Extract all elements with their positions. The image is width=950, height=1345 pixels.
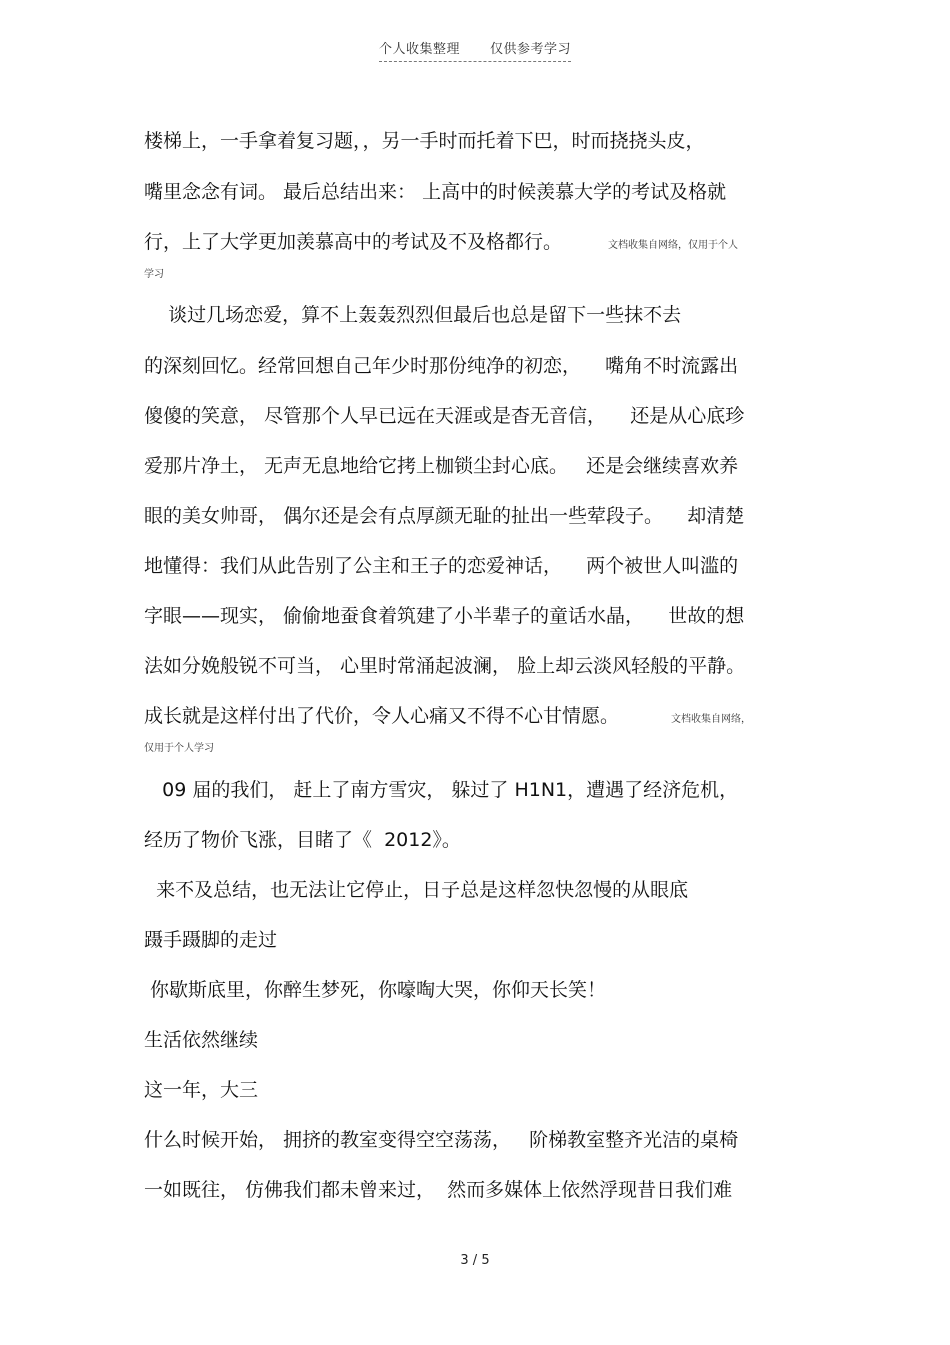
text-line-11: 法如分娩般锐不可当， 心里时常涌起波澜， 脸上却云淡风轻般的平静。 xyxy=(144,655,746,677)
text-line-7: 爱那片净土， 无声无息地给它拷上枷锁尘封心底。 还是会继续喜欢养 xyxy=(144,455,739,477)
text-line-19: 这一年，大三 xyxy=(144,1079,259,1101)
text-line-13: 09 届的我们， 赶上了南方雪灾， 躲过了 H1N1，遭遇了经济危机， xyxy=(144,779,739,801)
text-line-3 xyxy=(144,233,738,252)
source-note-2: 文档收集自网络， xyxy=(671,714,752,725)
text-line-18: 生活依然继续 xyxy=(144,1029,259,1051)
text-line-5: 的深刻回忆。经常回想自己年少时那份纯净的初恋， 嘴角不时流露出 xyxy=(144,355,739,377)
source-note-1-cont: 学习 xyxy=(144,269,164,280)
text-line-1: 楼梯上，一手拿着复习题，，另一手时而托着下巴，时而挠挠头皮， xyxy=(144,130,705,152)
text-line-10: 字眼——现实， 偷偷地蚕食着筑建了小半辈子的童话水晶， 世故的想 xyxy=(144,605,745,627)
text-line-21: 一如既往， 仿佛我们都未曾来过， 然而多媒体上依然浮现昔日我们难 xyxy=(144,1179,733,1201)
header-right-text: 仅供参考学习 xyxy=(490,42,572,57)
text-line-6: 傻傻的笑意， 尽管那个人早已远在天涯或是杳无音信， 还是从心底珍 xyxy=(144,405,745,427)
text-line-15: 来不及总结，也无法让它停止，日子总是这样忽快忽慢的从眼底 xyxy=(144,879,689,901)
text-line-4: 谈过几场恋爱，算不上轰轰烈烈但最后也总是留下一些抹不去 xyxy=(144,304,682,326)
header-left-text: 个人收集整理 xyxy=(378,42,460,57)
text-line-16: 蹑手蹑脚的走过 xyxy=(144,929,278,951)
text-line-17: 你歇斯底里，你醉生梦死，你嚎啕大哭，你仰天长笑！ xyxy=(144,979,607,1001)
text-line-9: 地懂得：我们从此告别了公主和王子的恋爱神话， 两个被世人叫滥的 xyxy=(144,555,739,577)
text-line-2: 嘴里念念有词。 最后总结出来： 上高中的时候羡慕大学的考试及格就 xyxy=(144,181,727,203)
source-note-1: 文档收集自网络，仅用于个人 xyxy=(608,240,739,251)
page-header xyxy=(0,38,950,62)
page-number: 3 / 5 xyxy=(460,1253,490,1268)
text-line-12 xyxy=(144,707,751,726)
text-line-12-content: 成长就是这样付出了代价，令人心痛又不得不心甘情愿。 xyxy=(144,705,620,727)
text-line-3-content: 行，上了大学更加羡慕高中的考试及不及格都行。 xyxy=(144,231,563,253)
text-line-14: 经历了物价飞涨，目睹了《 2012》。 xyxy=(144,829,461,851)
text-line-20: 什么时候开始， 拥挤的教室变得空空荡荡， 阶梯教室整齐光洁的桌椅 xyxy=(144,1129,739,1151)
text-line-8: 眼的美女帅哥， 偶尔还是会有点厚颜无耻的扯出一些荤段子。 却清楚 xyxy=(144,505,745,527)
header-bar xyxy=(379,38,571,62)
source-note-2-cont: 仅用于个人学习 xyxy=(144,743,214,754)
